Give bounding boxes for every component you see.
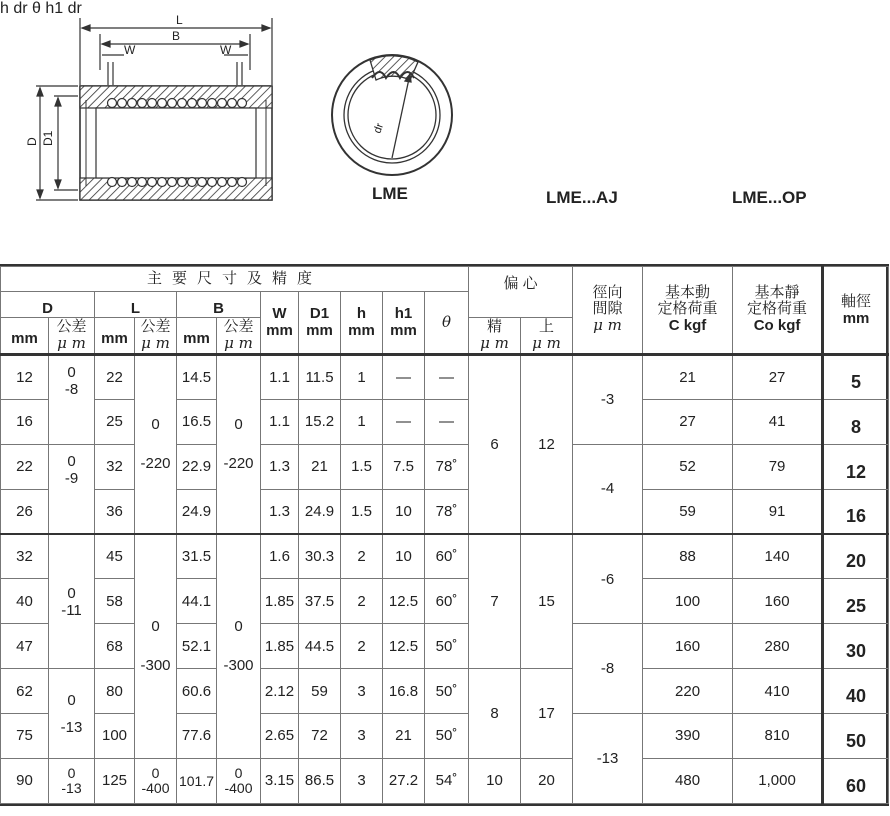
cell-h1: — [383,354,425,399]
dim-B: B [172,29,181,43]
cell-Co: 160 [733,579,823,624]
cell-L: 25 [95,399,135,444]
cell-h1: — [383,399,425,444]
cell-radial: -6 [573,534,643,624]
col-D1-header: D1 mm [299,291,341,354]
cell-theta: 54˚ [425,758,469,803]
cell-radial: -3 [573,354,643,444]
table-row [1,758,889,803]
col-precision-header: 精 μ m [469,318,521,355]
cell-D: 40 [1,579,49,624]
cell-Co: 140 [733,534,823,579]
cell-high: 17 [521,669,573,759]
table-row [1,714,889,759]
table-row [1,489,889,534]
cell-Co: 27 [733,354,823,399]
cell-W: 1.1 [261,399,299,444]
cell-h1: 12.5 [383,579,425,624]
cell-shaft: 40 [823,669,889,714]
cell-D1: 59 [299,669,341,714]
cell-shaft: 5 [823,354,889,399]
cell-W: 3.15 [261,758,299,803]
cell-shaft: 25 [823,579,889,624]
cell-D-tol: 0 -9 [49,444,95,534]
cell-precision: 10 [469,758,521,803]
cell-B: 52.1 [177,624,217,669]
cell-L: 36 [95,489,135,534]
lme-dr-label: dr [371,121,387,136]
cell-L-tol: 0 -220 [135,354,177,534]
cell-D1: 24.9 [299,489,341,534]
cell-h: 1 [341,399,383,444]
table-row [1,444,889,489]
cell-shaft: 12 [823,444,889,489]
cell-precision: 7 [469,534,521,669]
cell-Co: 1,000 [733,758,823,803]
cell-D: 62 [1,669,49,714]
cell-h1: 12.5 [383,624,425,669]
cell-precision: 8 [469,669,521,759]
dim-L: L [176,13,183,27]
cell-C: 160 [643,624,733,669]
cell-C: 59 [643,489,733,534]
col-L-unit: mm [95,318,135,355]
col-theta-header: θ [425,291,469,354]
cell-C: 220 [643,669,733,714]
cell-h: 1.5 [341,444,383,489]
cell-D1: 86.5 [299,758,341,803]
cell-D: 32 [1,534,49,579]
cell-Co: 410 [733,669,823,714]
cell-B: 101.7 [177,758,217,803]
cell-Co: 280 [733,624,823,669]
cell-radial: -4 [573,444,643,534]
cell-high: 20 [521,758,573,803]
dim-D1: D1 [41,130,55,146]
shaft-unit: mm [842,309,870,327]
col-W-header: W mm [261,291,299,354]
dim-W-left: W [124,43,136,57]
bushing-side-view [36,18,272,200]
cell-D1: 21 [299,444,341,489]
lme-cross-section [332,55,452,175]
cell-L-tol: 0 -300 [135,534,177,759]
cell-D1: 11.5 [299,354,341,399]
caption-lme-op: LME...OP [732,188,807,207]
cell-B: 16.5 [177,399,217,444]
cell-h: 1.5 [341,489,383,534]
cell-D-tol: 0 -13 [49,758,95,803]
cell-B: 60.6 [177,669,217,714]
col-high-header: 上 μ m [521,318,573,355]
cell-h: 2 [341,624,383,669]
op-theta-label: θ [32,0,41,17]
cell-theta: 50˚ [425,714,469,759]
cell-radial: -13 [573,714,643,804]
cell-D-tol: 0 -11 [49,534,95,669]
op-h1-label: h1 [45,0,64,17]
static-load-header: 基本靜 定格荷重 Co kgf [733,267,823,355]
radial-unit: μ m [593,316,622,335]
cell-h: 3 [341,714,383,759]
cell-C: 21 [643,354,733,399]
cell-W: 2.12 [261,669,299,714]
dynamic-unit: C kgf [668,317,707,335]
radial-clearance-header: 徑向 間隙 μ m [573,267,643,355]
table-row [1,399,889,444]
cell-D: 12 [1,354,49,399]
spec-table [0,266,889,804]
cell-h: 3 [341,669,383,714]
cell-D1: 72 [299,714,341,759]
cell-h: 2 [341,579,383,624]
cell-radial: -8 [573,624,643,714]
cell-theta: — [425,399,469,444]
dim-W-right: W [220,43,232,57]
cell-D-tol: 0 -13 [49,669,95,759]
dynamic-load-header: 基本動 定格荷重 C kgf [643,267,733,355]
cell-shaft: 16 [823,489,889,534]
cell-C: 480 [643,758,733,803]
cell-D1: 30.3 [299,534,341,579]
dim-D: D [25,137,39,146]
cell-B-tol: 0 -220 [217,354,261,534]
cell-D1: 37.5 [299,579,341,624]
cell-L: 100 [95,714,135,759]
table-row [1,579,889,624]
cell-D: 47 [1,624,49,669]
caption-lme: LME [372,184,408,203]
col-L-header: L [95,291,177,318]
cell-L: 125 [95,758,135,803]
cell-shaft: 50 [823,714,889,759]
shaft-header: 軸徑 mm [823,267,889,355]
cell-h1: 7.5 [383,444,425,489]
col-h-header: h mm [341,291,383,354]
cell-L: 58 [95,579,135,624]
cell-theta: 60˚ [425,579,469,624]
cell-D: 26 [1,489,49,534]
cell-h1: 27.2 [383,758,425,803]
cell-B: 31.5 [177,534,217,579]
cell-h: 1 [341,354,383,399]
cell-Co: 79 [733,444,823,489]
cell-D1: 15.2 [299,399,341,444]
cell-B: 14.5 [177,354,217,399]
aj-dr-label: dr [13,0,28,17]
cell-W: 1.3 [261,489,299,534]
cell-Co: 41 [733,399,823,444]
cell-L: 22 [95,354,135,399]
cell-h1: 10 [383,534,425,579]
eccentricity-header: 偏 心 [469,267,573,318]
main-dimensions-title: 主要尺寸及精度 [1,267,469,292]
cell-W: 1.3 [261,444,299,489]
col-B-header: B [177,291,261,318]
cell-h1: 21 [383,714,425,759]
caption-lme-aj: LME...AJ [546,188,618,207]
cell-high: 15 [521,534,573,669]
aj-h-label: h [0,0,9,17]
cell-D: 75 [1,714,49,759]
cell-C: 390 [643,714,733,759]
cell-theta: — [425,354,469,399]
cell-h: 3 [341,758,383,803]
cell-theta: 50˚ [425,669,469,714]
cell-B-tol: 0 -300 [217,534,261,759]
cell-B: 77.6 [177,714,217,759]
table-row [1,624,889,669]
cell-B-tol: 0 -400 [217,758,261,803]
cell-C: 88 [643,534,733,579]
cell-L: 80 [95,669,135,714]
cell-Co: 810 [733,714,823,759]
cell-L: 68 [95,624,135,669]
cell-theta: 50˚ [425,624,469,669]
cell-theta: 60˚ [425,534,469,579]
col-L-tol-header: 公差 μ m [135,318,177,355]
cell-C: 52 [643,444,733,489]
dimension-drawings [0,0,890,262]
cell-h1: 16.8 [383,669,425,714]
cell-L-tol: 0 -400 [135,758,177,803]
cell-h1: 10 [383,489,425,534]
table-row [1,354,889,399]
static-unit: Co kgf [753,317,801,335]
cell-D-tol: 0 -8 [49,354,95,444]
cell-W: 1.6 [261,534,299,579]
cell-L: 45 [95,534,135,579]
cell-B: 24.9 [177,489,217,534]
cell-D1: 44.5 [299,624,341,669]
table-row [1,669,889,714]
cell-W: 1.1 [261,354,299,399]
cell-D: 16 [1,399,49,444]
cell-C: 27 [643,399,733,444]
cell-shaft: 8 [823,399,889,444]
cell-precision: 6 [469,354,521,534]
col-B-unit: mm [177,318,217,355]
cell-D: 90 [1,758,49,803]
cell-theta: 78˚ [425,489,469,534]
cell-shaft: 30 [823,624,889,669]
col-h1-header: h1 mm [383,291,425,354]
cell-D: 22 [1,444,49,489]
cell-W: 1.85 [261,579,299,624]
col-D-unit: mm [1,318,49,355]
cell-shaft: 20 [823,534,889,579]
cell-C: 100 [643,579,733,624]
cell-Co: 91 [733,489,823,534]
cell-theta: 78˚ [425,444,469,489]
cell-h: 2 [341,534,383,579]
col-B-tol-header: 公差 μ m [217,318,261,355]
cell-W: 1.85 [261,624,299,669]
cell-shaft: 60 [823,758,889,803]
cell-high: 12 [521,354,573,534]
cell-B: 22.9 [177,444,217,489]
table-row [1,534,889,579]
cell-L: 32 [95,444,135,489]
col-D-header: D [1,291,95,318]
col-D-tol-header: 公差 μ m [49,318,95,355]
cell-W: 2.65 [261,714,299,759]
cell-B: 44.1 [177,579,217,624]
op-dr-label: dr [67,0,82,17]
